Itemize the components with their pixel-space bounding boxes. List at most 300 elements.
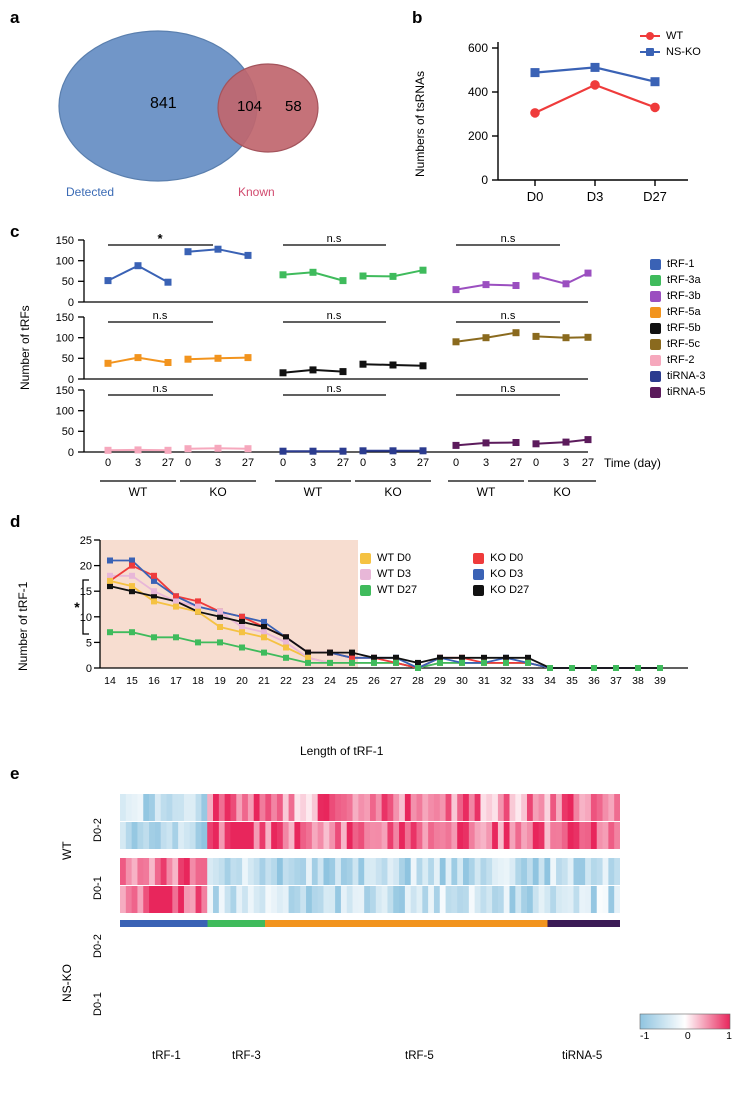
heatmap-cell (562, 886, 568, 913)
heatmap-cell (457, 822, 463, 849)
heatmap-cell (446, 822, 452, 849)
svg-text:0: 0 (452, 457, 460, 467)
heatmap-cell (207, 822, 213, 849)
heatmap-cell (457, 858, 463, 885)
heatmap-cell (440, 886, 446, 913)
heatmap-cell (556, 794, 562, 821)
legend-item-tirna3 (650, 370, 706, 382)
heatmap-cell (318, 794, 324, 821)
heatmap-cell (498, 858, 504, 885)
heatmap-cell (405, 822, 411, 849)
heatmap-cell (486, 886, 492, 913)
svg-text:5: 5 (85, 637, 92, 650)
heatmap-cell (446, 886, 452, 913)
heatmap-cell (376, 886, 382, 913)
heatmap-cell (126, 822, 132, 849)
heatmap-cell (201, 822, 207, 849)
heatmap-cell (446, 858, 452, 885)
svg-text:0: 0 (67, 374, 74, 386)
heatmap-cell (608, 794, 614, 821)
svg-text:3: 3 (309, 457, 317, 467)
heatmap-cell (283, 858, 289, 885)
heatmap-cell (556, 858, 562, 885)
legend-label-wt-d0: WT D0 (377, 552, 412, 564)
heatmap-cell (294, 886, 300, 913)
heatmap-cell (155, 822, 161, 849)
svg-text:3: 3 (389, 457, 397, 467)
venn-count-left: 841 (150, 95, 177, 112)
heatmap-cell (265, 822, 271, 849)
svg-text:20: 20 (236, 675, 248, 687)
heatmap-cell (510, 822, 516, 849)
heatmap-cell (591, 794, 597, 821)
heatmap-cell (533, 822, 539, 849)
legend-key-wt-d27 (360, 585, 371, 596)
svg-text:31: 31 (478, 675, 490, 687)
heatmap-cell (405, 858, 411, 885)
heatmap-cell (225, 886, 231, 913)
heatmap-cell (312, 886, 318, 913)
heatmap-cell (539, 822, 545, 849)
heatmap-cell (544, 794, 550, 821)
heatmap-cell (568, 794, 574, 821)
svg-text:3: 3 (134, 457, 142, 467)
panel-d-legend (360, 552, 529, 600)
heatmap-cell (271, 822, 277, 849)
heatmap-cell (236, 822, 242, 849)
svg-text:WT: WT (303, 485, 323, 499)
legend-label-trf5b: tRF-5b (667, 322, 701, 334)
heatmap-cell (300, 794, 306, 821)
svg-text:n.s: n.s (500, 383, 516, 395)
svg-text:50: 50 (61, 426, 74, 438)
heatmap-cell (422, 886, 428, 913)
panel-e-heatmap (120, 790, 620, 1050)
heatmap-cell (411, 794, 417, 821)
heatmap-cell (178, 822, 184, 849)
svg-text:33: 33 (522, 675, 534, 687)
svg-text:3: 3 (562, 457, 570, 467)
heatmap-cell (341, 886, 347, 913)
svg-text:0: 0 (359, 457, 367, 467)
legend-label-trf1: tRF-1 (667, 258, 695, 270)
svg-text:KO: KO (209, 485, 227, 499)
heatmap-cell (132, 794, 138, 821)
panel-d-ylabel: Number of tRF-1 (16, 581, 30, 671)
heatmap-cell (533, 858, 539, 885)
svg-text:WT: WT (476, 485, 496, 499)
svg-text:*: * (74, 599, 80, 615)
heatmap-cell (190, 794, 196, 821)
heatmap-cell (149, 794, 155, 821)
legend-key-wt-d0 (360, 553, 371, 564)
heatmap-cell (451, 886, 457, 913)
heatmap-column-group-bar (120, 920, 208, 927)
legend-label-trf2: tRF-2 (667, 354, 695, 366)
heatmap-cell (358, 886, 364, 913)
heatmap-cell (184, 858, 190, 885)
svg-text:600: 600 (467, 41, 488, 55)
heatmap-cell (370, 794, 376, 821)
panel-b-ylabel: Numbers of tsRNAs (413, 70, 427, 177)
venn-known-ellipse (218, 64, 318, 152)
legend-item-wt-d27 (360, 584, 417, 596)
heatmap-cell (370, 822, 376, 849)
heatmap-cell (137, 822, 143, 849)
heatmap-cell (161, 886, 167, 913)
heatmap-cell (207, 858, 213, 885)
svg-text:27: 27 (390, 675, 402, 687)
heatmap-cell (335, 858, 341, 885)
svg-text:20: 20 (79, 560, 92, 573)
heatmap-cell (399, 858, 405, 885)
heatmap-cell (306, 822, 312, 849)
heatmap-cell (167, 794, 173, 821)
svg-text:n.s: n.s (152, 310, 168, 322)
heatmap-cell (300, 886, 306, 913)
heatmap-cell (376, 858, 382, 885)
legend-item-wt-d0 (360, 552, 417, 564)
heatmap-cell (184, 886, 190, 913)
heatmap-cell (585, 822, 591, 849)
heatmap-cell (155, 858, 161, 885)
heatmap-cell (178, 886, 184, 913)
heatmap-cell (510, 794, 516, 821)
svg-text:0: 0 (67, 447, 74, 459)
legend-key-trf1 (650, 259, 661, 270)
heatmap-cell (475, 822, 481, 849)
heatmap-cell (579, 822, 585, 849)
heatmap-cell (230, 858, 236, 885)
heatmap-cell (213, 886, 219, 913)
colorbar-tick-low: -1 (640, 1030, 650, 1042)
heatmap-cell (323, 886, 329, 913)
heatmap-cell (399, 886, 405, 913)
heatmap-cell (213, 822, 219, 849)
heatmap-cell (608, 886, 614, 913)
heatmap-cell (446, 794, 452, 821)
svg-text:100: 100 (55, 405, 74, 418)
heatmap-cell (486, 794, 492, 821)
legend-label-wt: WT (666, 30, 684, 42)
heatmap-cell (306, 886, 312, 913)
heatmap-cell (486, 858, 492, 885)
heatmap-cell (539, 794, 545, 821)
legend-item-tirna5 (650, 386, 706, 398)
heatmap-cell (475, 858, 481, 885)
legend-item-trf3b (650, 290, 706, 302)
venn-count-right: 58 (285, 98, 302, 115)
heatmap-cell (341, 858, 347, 885)
heatmap-cell (568, 886, 574, 913)
heatmap-cell (387, 794, 393, 821)
heatmap-cell (417, 822, 423, 849)
heatmap-cell (172, 822, 178, 849)
heatmap-cell (300, 858, 306, 885)
heatmap-cell (434, 822, 440, 849)
heatmap-cell (248, 858, 254, 885)
heatmap-cell (393, 858, 399, 885)
svg-text:27: 27 (161, 457, 175, 467)
panel-letter-b: b (412, 8, 423, 27)
heatmap-cell (568, 858, 574, 885)
heatmap-cell (568, 822, 574, 849)
venn-count-center: 104 (237, 98, 263, 115)
svg-text:14: 14 (104, 675, 116, 687)
heatmap-cell (271, 794, 277, 821)
heatmap-cell (207, 794, 213, 821)
heatmap-cell (143, 794, 149, 821)
legend-label-tirna5: tiRNA-5 (667, 386, 706, 398)
heatmap-cell (254, 822, 260, 849)
heatmap-cell (451, 822, 457, 849)
heatmap-cell (294, 794, 300, 821)
svg-text:19: 19 (214, 675, 226, 687)
heatmap-cell (515, 794, 521, 821)
legend-item-trf5b (650, 322, 706, 334)
legend-item-trf2 (650, 354, 706, 366)
svg-text:n.s: n.s (152, 383, 168, 395)
svg-text:0: 0 (67, 297, 74, 309)
svg-text:150: 150 (55, 385, 74, 397)
svg-text:27: 27 (509, 457, 523, 467)
heatmap-cell (248, 822, 254, 849)
heatmap-cell (219, 886, 225, 913)
heatmap-cell (417, 858, 423, 885)
heatmap-cell (469, 794, 475, 821)
svg-text:50: 50 (61, 276, 74, 288)
heatmap-cell (364, 886, 370, 913)
heatmap-row-label-ko-d0-2: D0-2 (92, 934, 104, 958)
heatmap-cell (498, 886, 504, 913)
venn-label-known: Known (238, 185, 275, 199)
heatmap-cell (207, 886, 213, 913)
heatmap-cell (335, 822, 341, 849)
heatmap-cell (527, 858, 533, 885)
heatmap-cell (318, 822, 324, 849)
heatmap-cell (289, 794, 295, 821)
heatmap-col-label-trf3: tRF-3 (232, 1050, 261, 1062)
heatmap-cell (254, 886, 260, 913)
heatmap-cell (504, 794, 510, 821)
heatmap-cell (323, 822, 329, 849)
legend-label-trf5a: tRF-5a (667, 306, 701, 318)
heatmap-cell (603, 794, 609, 821)
heatmap-cell (306, 858, 312, 885)
heatmap-cell (190, 822, 196, 849)
heatmap-cell (143, 886, 149, 913)
svg-text:27: 27 (336, 457, 350, 467)
svg-text:n.s: n.s (326, 233, 342, 245)
heatmap-cell (370, 886, 376, 913)
heatmap-cell (428, 886, 434, 913)
heatmap-cell (149, 858, 155, 885)
heatmap-cell (480, 886, 486, 913)
heatmap-cell (521, 858, 527, 885)
svg-text:24: 24 (324, 675, 336, 687)
panel-letter-d: d (10, 512, 21, 531)
svg-text:30: 30 (456, 675, 468, 687)
heatmap-cell (242, 858, 248, 885)
svg-text:28: 28 (412, 675, 424, 687)
svg-text:0: 0 (85, 663, 92, 675)
heatmap-cell (358, 794, 364, 821)
heatmap-cell (539, 858, 545, 885)
svg-text:38: 38 (632, 675, 644, 687)
heatmap-cell (329, 794, 335, 821)
legend-key-tirna3 (650, 371, 661, 382)
legend-key-wt-d3 (360, 569, 371, 580)
heatmap-cell (347, 822, 353, 849)
heatmap-cell (469, 886, 475, 913)
heatmap-cell (341, 822, 347, 849)
svg-text:27: 27 (416, 457, 430, 467)
heatmap-cell (544, 822, 550, 849)
heatmap-cell (341, 794, 347, 821)
heatmap-cell (376, 794, 382, 821)
panel-c-xlabel: Time (day) (604, 456, 661, 470)
svg-text:32: 32 (500, 675, 512, 687)
heatmap-cell (300, 822, 306, 849)
heatmap-cell (201, 886, 207, 913)
svg-text:WT: WT (128, 485, 148, 499)
heatmap-cell (137, 886, 143, 913)
heatmap-cell (143, 858, 149, 885)
legend-key-trf5b (650, 323, 661, 334)
legend-item-trf3a (650, 274, 706, 286)
svg-text:D27: D27 (643, 189, 667, 204)
svg-text:0: 0 (532, 457, 540, 467)
heatmap-cell (283, 822, 289, 849)
heatmap-cell (323, 794, 329, 821)
heatmap-cell (422, 794, 428, 821)
heatmap-cell (277, 794, 283, 821)
heatmap-cell (521, 886, 527, 913)
svg-text:34: 34 (544, 675, 556, 687)
heatmap-cell (155, 886, 161, 913)
heatmap-cell (562, 794, 568, 821)
heatmap-cell (306, 794, 312, 821)
panel-c-legend (650, 258, 706, 402)
heatmap-cell (510, 858, 516, 885)
heatmap-row-label-wt-d0-2: D0-2 (92, 818, 104, 842)
svg-text:n.s: n.s (500, 310, 516, 322)
heatmap-cell (260, 886, 266, 913)
heatmap-cell (294, 858, 300, 885)
heatmap-column-group-bar (548, 920, 621, 927)
heatmap-cell (167, 886, 173, 913)
heatmap-row-label-wt-d0-1: D0-1 (92, 876, 104, 900)
legend-key-ko-d0 (473, 553, 484, 564)
heatmap-cell (376, 822, 382, 849)
svg-text:0: 0 (184, 457, 192, 467)
heatmap-cell (213, 858, 219, 885)
heatmap-cell (143, 822, 149, 849)
heatmap-cell (242, 822, 248, 849)
heatmap-cell (219, 822, 225, 849)
svg-text:150: 150 (55, 312, 74, 324)
heatmap-cell (201, 858, 207, 885)
heatmap-cell (498, 794, 504, 821)
svg-text:23: 23 (302, 675, 314, 687)
heatmap-cell (504, 858, 510, 885)
heatmap-cell (562, 858, 568, 885)
svg-text:n.s: n.s (326, 310, 342, 322)
svg-text:22: 22 (280, 675, 292, 687)
heatmap-cell (178, 794, 184, 821)
legend-key-ko-d3 (473, 569, 484, 580)
heatmap-cell (533, 794, 539, 821)
heatmap-col-label-tirna5: tiRNA-5 (562, 1050, 603, 1062)
heatmap-cell (265, 794, 271, 821)
heatmap-col-label-trf1: tRF-1 (152, 1050, 181, 1062)
legend-item-trf1 (650, 258, 706, 270)
legend-marker-wt (640, 35, 660, 37)
svg-text:3: 3 (214, 457, 222, 467)
svg-text:21: 21 (258, 675, 270, 687)
heatmap-cell (358, 822, 364, 849)
heatmap-cell (149, 886, 155, 913)
heatmap-cell (440, 822, 446, 849)
heatmap-cell (126, 794, 132, 821)
heatmap-cell (579, 886, 585, 913)
svg-text:18: 18 (192, 675, 204, 687)
heatmap-cell (463, 886, 469, 913)
heatmap-cell (382, 886, 388, 913)
legend-item-wt-d3 (360, 568, 417, 580)
heatmap-cell (353, 858, 359, 885)
heatmap-cell (603, 822, 609, 849)
svg-text:16: 16 (148, 675, 160, 687)
heatmap-cell (382, 794, 388, 821)
heatmap-cell (219, 858, 225, 885)
heatmap-cell (225, 858, 231, 885)
heatmap-cell (190, 858, 196, 885)
heatmap-cell (236, 858, 242, 885)
legend-label-ko-d27: KO D27 (490, 584, 530, 596)
heatmap-cell (137, 858, 143, 885)
legend-item-ko-d0 (473, 552, 529, 564)
heatmap-colorbar-ticks (640, 1030, 732, 1042)
heatmap-cell (318, 886, 324, 913)
heatmap-cell (172, 858, 178, 885)
heatmap-cell (132, 858, 138, 885)
svg-text:KO: KO (384, 485, 402, 499)
svg-text:3: 3 (482, 457, 490, 467)
svg-text:15: 15 (126, 675, 138, 687)
svg-text:n.s: n.s (326, 383, 342, 395)
legend-key-trf3b (650, 291, 661, 302)
heatmap-cell (184, 822, 190, 849)
legend-label-trf3a: tRF-3a (667, 274, 701, 286)
legend-item-trf5a (650, 306, 706, 318)
heatmap-cell (120, 858, 126, 885)
heatmap-cell (230, 822, 236, 849)
heatmap-cell (597, 822, 603, 849)
heatmap-cell (196, 886, 202, 913)
svg-text:n.s: n.s (500, 233, 516, 245)
heatmap-col-label-trf5: tRF-5 (405, 1050, 434, 1062)
panel-d-xlabel: Length of tRF-1 (300, 744, 384, 758)
svg-text:27: 27 (581, 457, 595, 467)
heatmap-cell (254, 794, 260, 821)
legend-item-nsko (640, 46, 701, 58)
heatmap-cell (254, 858, 260, 885)
svg-text:0: 0 (481, 173, 488, 187)
legend-label-nsko: NS-KO (666, 46, 701, 58)
legend-key-trf5c (650, 339, 661, 350)
svg-text:150: 150 (55, 235, 74, 247)
